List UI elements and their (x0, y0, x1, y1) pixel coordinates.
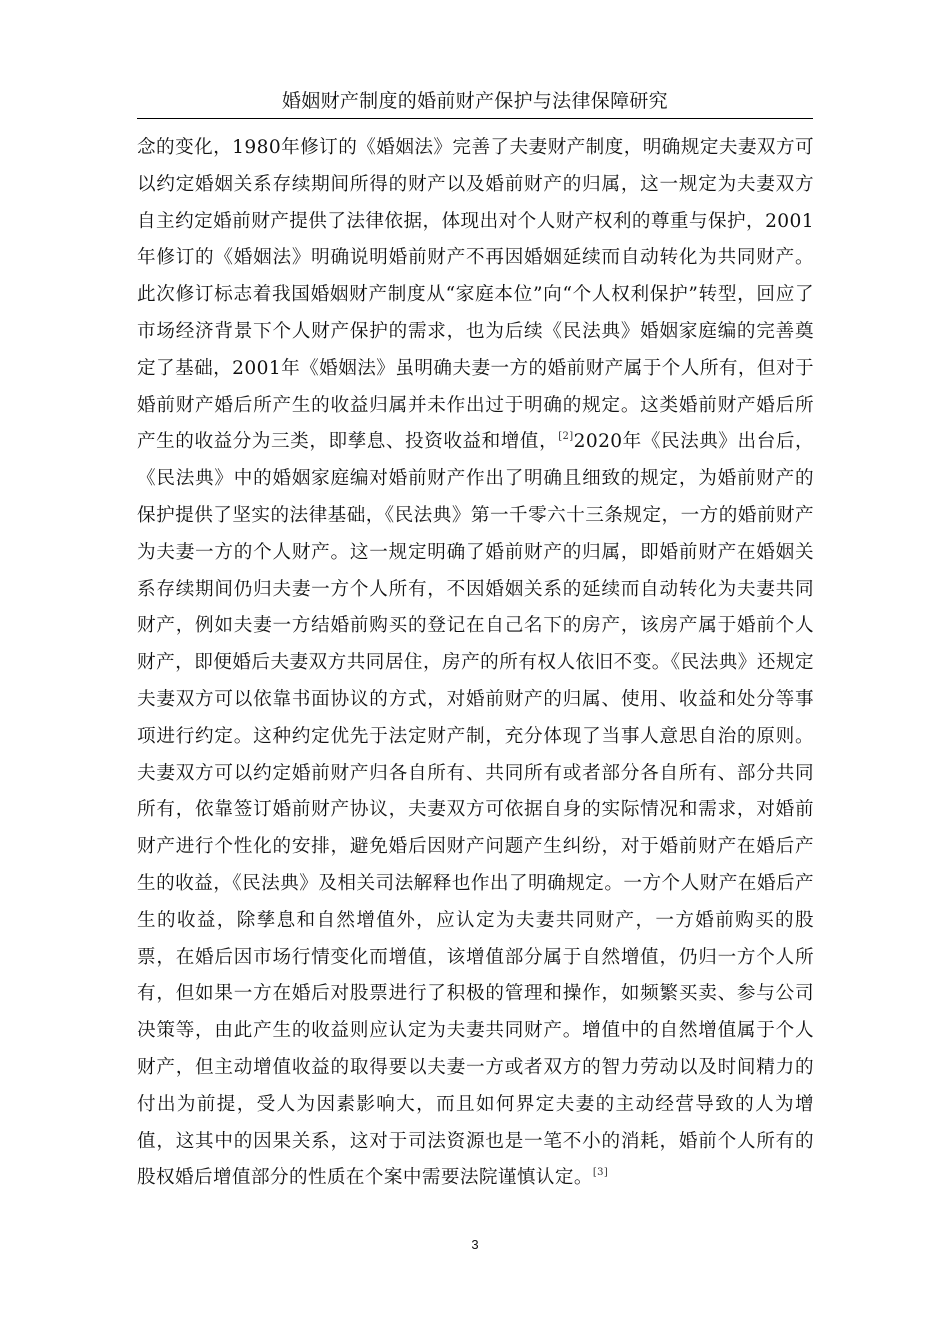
header-rule (137, 118, 813, 119)
paragraph-text-part1: 念的变化，1980年修订的《婚姻法》完善了夫妻财产制度，明确规定夫妻双方可以约定婚姻关系存续期间所得的财产以及婚前财产的归属，这一规定为夫妻双方自主约定婚前财产提供了法律依据，体现出对个人财产权利的尊重与保护，2001年修订的《婚姻法》明确说明婚前财产不再因婚姻延续而自动转化为共同财产。此次修订标志着我国婚姻财产制度从“家庭本位”向“个人权利保护”转型，回应了市场经济背景下个人财产保护的需求，也为后续《民法典》婚姻家庭编的完善奠定了基础，2001年《婚姻法》虽明确夫妻一方的婚前财产属于个人所有，但对于婚前财产婚后所产生的收益归属并未作出过于明确的规定。这类婚前财产婚后所产生的收益分为三类，即孳息、投资收益和增值， (137, 137, 814, 453)
page-number: 3 (471, 1237, 479, 1252)
paragraph-text-part2: 2020年《民法典》出台后，《民法典》中的婚姻家庭编对婚前财产作出了明确且细致的规定，为婚前财产的保护提供了坚实的法律基础，《民法典》第一千零六十三条规定，一方的婚前财产为夫妻一方的个人财产。这一规定明确了婚前财产的归属，即婚前财产在婚姻关系存续期间仍归夫妻一方个人所有，不因婚姻关系的延续而自动转化为夫妻共同财产，例如夫妻一方结婚前购买的登记在自己名下的房产，该房产属于婚前个人财产，即便婚后夫妻双方共同居住，房产的所有权人依旧不变。《民法典》还规定夫妻双方可以依靠书面协议的方式，对婚前财产的归属、使用、收益和处分等事项进行约定。这种约定优先于法定财产制，充分体现了当事人意思自治的原则。夫妻双方可以约定婚前财产归各自所有、共同所有或者部分各自所有、部分共同所有，依靠签订婚前财产协议，夫妻双方可依据自身的实际情况和需求，对婚前财产进行个性化的安排，避免婚后因财产问题产生纠纷，对于婚前财产在婚后产生的收益，《民法典》及相关司法解释也作出了明确规定。一方个人财产在婚后产生的收益，除孳息和自然增值外，应认定为夫妻共同财产，一方婚前购买的股票，在婚后因市场行情变化而增值，该增值部分属于自然增值，仍归一方个人所有，但如果一方在婚后对股票进行了积极的管理和操作，如频繁买卖、参与公司决策等，由此产生的收益则应认定为夫妻共同财产。增值中的自然增值属于个人财产，但主动增值收益的取得要以夫妻一方或者双方的智力劳动以及时间精力的付出为前提，受人为因素影响大，而且如何界定夫妻的主动经营导致的人为增值，这其中的因果关系，这对于司法资源也是一笔不小的消耗，婚前个人所有的股权婚后增值部分的性质在个案中需要法院谨慎认定。 (137, 431, 814, 1189)
body-paragraph (137, 130, 814, 1197)
running-header-title: 婚姻财产制度的婚前财产保护与法律保障研究 (281, 90, 668, 112)
citation-2: [2] (558, 431, 574, 443)
citation-3: [3] (592, 1167, 609, 1179)
body-text (137, 130, 814, 1197)
